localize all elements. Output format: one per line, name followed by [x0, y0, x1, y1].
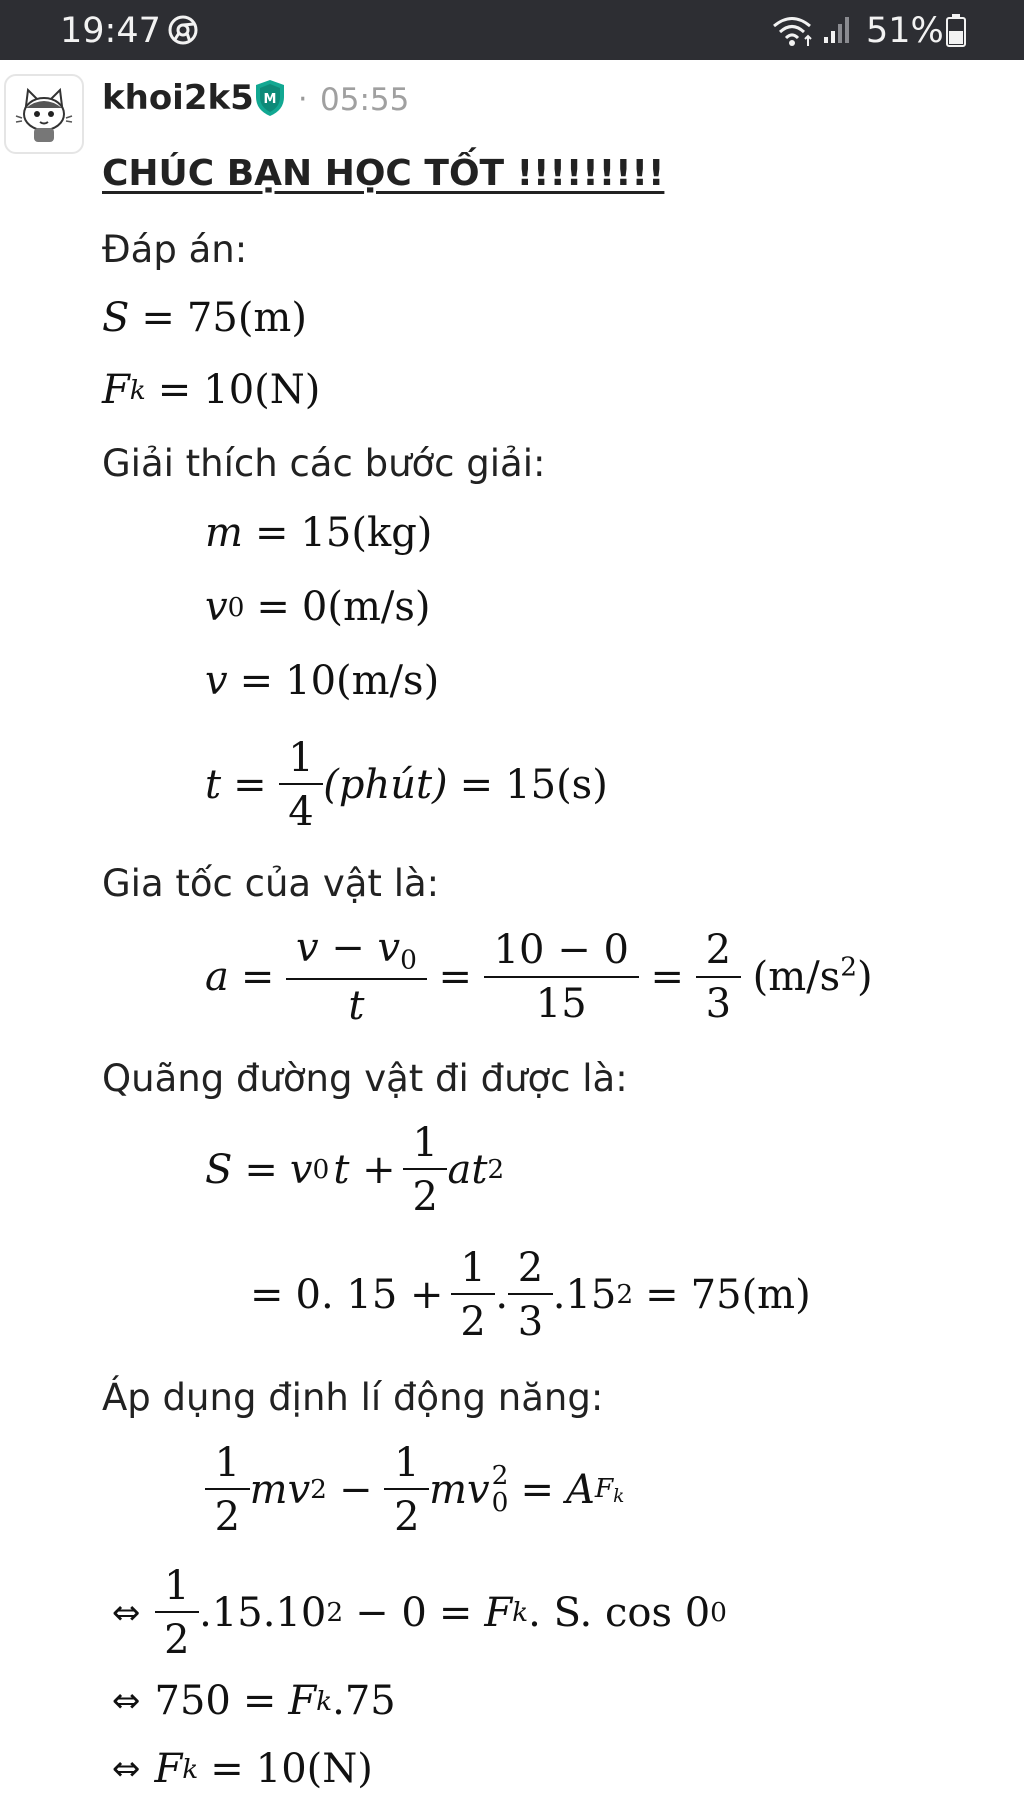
distance-heading: Quãng đường vật đi được là:: [102, 1057, 628, 1100]
energy-theorem: $\frac{1}{2}$ mv 2 − $\frac{1}{2}$ mv 2 0 = A $F_k$: [205, 1440, 624, 1540]
username[interactable]: khoi2k5: [102, 78, 254, 118]
accel-formula: a = $\frac{v - v_0}{t}$ = $\frac{10 - 0}{15}$ = $\frac{2}{3}$ $(m/s^2)$: [205, 925, 873, 1030]
distance-formula: S = v 0 t + $\frac{1}{2}$ at 2: [205, 1120, 505, 1220]
answer-title: CHÚC BẠN HỌC TỐT !!!!!!!!!: [102, 153, 665, 194]
status-time: 19:47: [60, 11, 161, 51]
cat-avatar-icon: [6, 76, 82, 152]
wifi-icon: [772, 14, 816, 48]
answer-heading: Đáp án:: [102, 228, 248, 271]
given-velocity: v = 10(m/s): [205, 658, 440, 704]
equivalence-icon: ⇔: [112, 1592, 141, 1633]
steps-heading: Giải thích các bước giải:: [102, 442, 546, 485]
energy-step-3: ⇔ F k = 10(N): [112, 1746, 373, 1792]
equivalence-icon: ⇔: [112, 1749, 141, 1789]
svg-text:M: M: [263, 92, 277, 107]
separator-dot: ·: [298, 82, 308, 117]
battery-icon: [946, 14, 966, 47]
equivalence-icon: ⇔: [112, 1681, 141, 1721]
answer-force: F k = 10(N): [102, 367, 321, 413]
distance-calculation: = 0. 15 + $\frac{1}{2}$ . $\frac{2}{3}$ .15 2 = 75(m): [250, 1245, 811, 1345]
verified-shield-icon: [252, 78, 288, 118]
status-bar: [0, 0, 1024, 60]
energy-step-1: ⇔ $\frac{1}{2}$ .15.10 2 − 0 = F k . S. cos 0 0: [112, 1563, 727, 1663]
given-mass: m = 15(kg): [205, 510, 433, 556]
accel-heading: Gia tốc của vật là:: [102, 862, 440, 905]
answer-distance: S = 75(m): [102, 295, 307, 341]
avatar[interactable]: [4, 74, 84, 154]
signal-icon: [822, 15, 852, 45]
post-time: 05:55: [320, 82, 410, 118]
energy-step-2: ⇔ 750 = F k .75: [112, 1678, 396, 1724]
chrome-icon: [168, 15, 198, 45]
given-initial-velocity: v 0 = 0(m/s): [205, 584, 431, 630]
energy-heading: Áp dụng định lí động năng:: [102, 1376, 604, 1419]
given-time: t = $\frac{1}{4}$ (phút) = 15(s): [205, 735, 608, 835]
battery-percent: 51%: [866, 11, 944, 51]
